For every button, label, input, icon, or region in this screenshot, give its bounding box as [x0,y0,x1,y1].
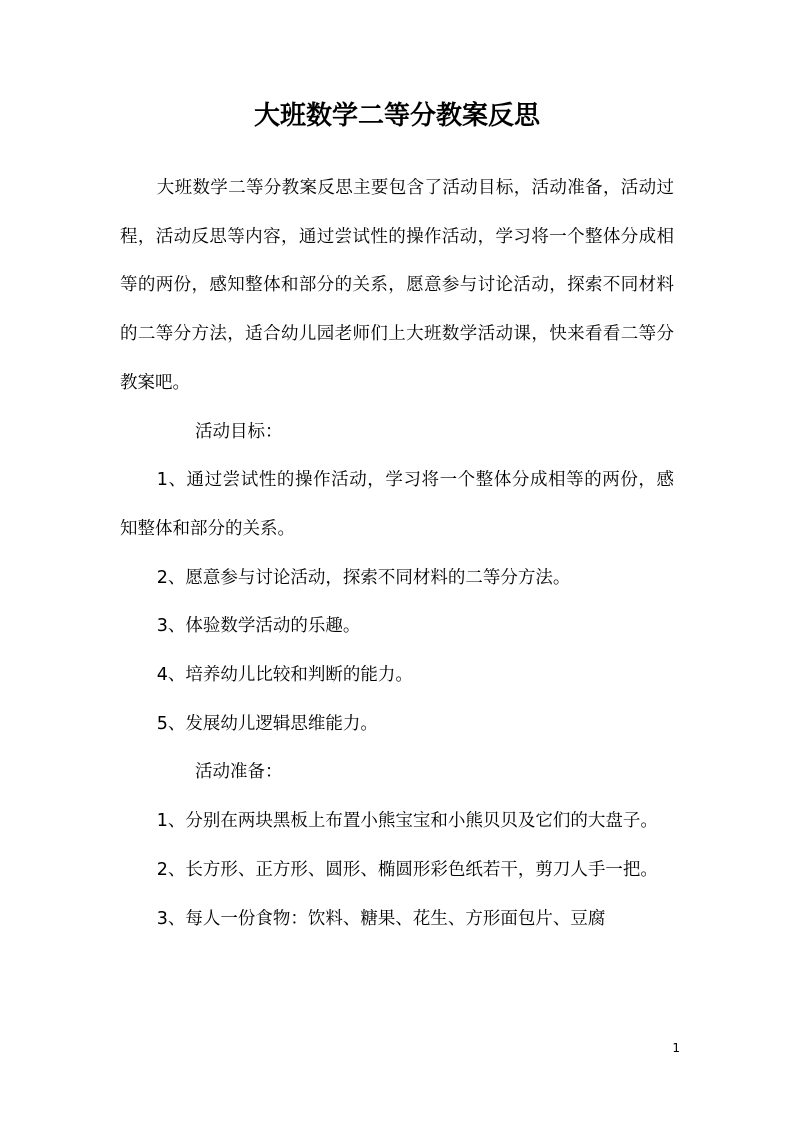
preparation-item-2: 2、长方形、正方形、圆形、椭圆形彩色纸若干，剪刀人手一把。 [156,859,658,880]
section-heading-preparation: 活动准备： [195,762,283,783]
goal-item-4: 4、培养幼儿比较和判断的能力。 [156,665,413,686]
document-body [120,164,674,943]
section-heading-goals: 活动目标： [195,421,283,442]
intro-paragraph: 大班数学二等分教案反思主要包含了活动目标，活动准备，活动过程，活动反思等内容，通过尝试性的操作活动，学习将一个整体分成相等的两份，感知整体和部分的关系，愿意参与讨论活动，探索不同材料的二等分方法，适合幼儿园老师们上大班数学活动课，快来看看二等分教案吧。 [120,178,674,393]
goal-item-2: 2、愿意参与讨论活动，探索不同材料的二等分方法。 [156,567,571,588]
goal-item-3: 3、体验数学活动的乐趣。 [156,616,361,637]
document-title: 大班数学二等分教案反思 [253,101,540,131]
goal-item-1: 1、通过尝试性的操作活动，学习将一个整体分成相等的两份，感知整体和部分的关系。 [120,470,674,539]
goal-item-5: 5、发展幼儿逻辑思维能力。 [156,713,378,734]
preparation-item-3: 3、每人一份食物：饮料、糖果、花生、方形面包片、豆腐 [156,908,606,929]
preparation-item-1: 1、分别在两块黑板上布置小熊宝宝和小熊贝贝及它们的大盘子。 [156,811,658,832]
page-number: 1 [672,1041,680,1055]
